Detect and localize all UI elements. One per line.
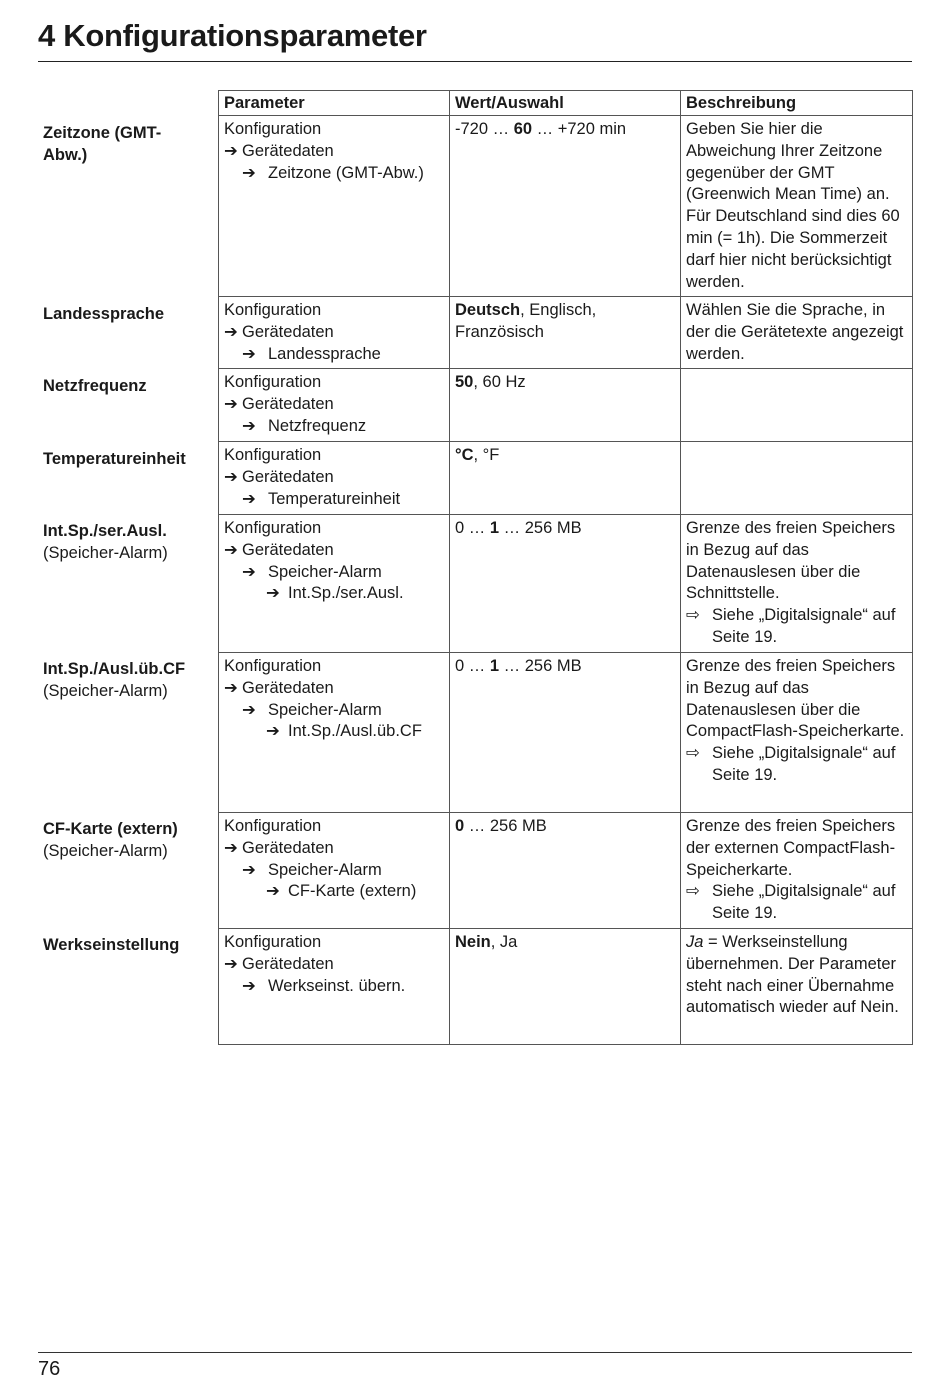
- description-cell: [681, 653, 913, 813]
- arrow-right-icon: ➔: [242, 163, 256, 182]
- path-level: ➔ Gerätedaten: [224, 838, 444, 860]
- row-label-sub: (Speicher-Alarm): [43, 682, 168, 700]
- path-level: Konfiguration: [224, 817, 322, 835]
- value-cell: Nein, Ja: [450, 929, 681, 1045]
- path-level: Konfiguration: [224, 373, 322, 391]
- header-beschreibung: Beschreibung: [681, 91, 913, 116]
- arrow-right-icon: ➔: [224, 954, 238, 973]
- description-text: Grenze des freien Speichers in Bezug auf das Datenauslesen über die Schnittstelle.: [686, 519, 896, 603]
- reference-link[interactable]: ⇨ Siehe „Digitalsignale“ auf Seite 19.: [686, 882, 896, 923]
- parameter-path: [219, 369, 450, 442]
- row-label-main: Werkseinstellung: [43, 936, 180, 954]
- path-level: Konfiguration: [224, 446, 322, 464]
- value-cell: °C, °F: [450, 442, 681, 515]
- path-level: ➔ Temperatureinheit: [224, 489, 444, 511]
- hand-pointer-icon: ⇨: [686, 606, 700, 625]
- path-level: ➔ Gerätedaten: [224, 394, 444, 416]
- table-row: [219, 929, 913, 1045]
- path-level: Konfiguration: [224, 519, 322, 537]
- reference-link[interactable]: ⇨ Siehe „Digitalsignale“ auf Seite 19.: [686, 744, 896, 784]
- row-label-netzfrequenz: [43, 375, 213, 397]
- description-cell: [681, 813, 913, 929]
- table-row: [219, 653, 913, 813]
- description-cell: [681, 442, 913, 515]
- arrow-right-icon: ➔: [242, 700, 256, 719]
- arrow-right-icon: ➔: [224, 678, 238, 697]
- arrow-right-icon: ➔: [242, 344, 256, 363]
- parameter-path: [219, 653, 450, 813]
- row-label-temperatureinheit: [43, 448, 213, 470]
- page-title: 4 Konfigurationsparameter: [38, 18, 427, 53]
- path-level: ➔ Gerätedaten: [224, 322, 444, 344]
- arrow-right-icon: ➔: [224, 322, 238, 341]
- row-label-sub: (Speicher-Alarm): [43, 842, 168, 860]
- value-cell: 0 … 256 MB: [450, 813, 681, 929]
- row-label-werkseinstellung: [43, 934, 213, 956]
- arrow-right-icon: ➔: [224, 838, 238, 857]
- hand-pointer-icon: ⇨: [686, 744, 700, 763]
- arrow-right-icon: ➔: [266, 584, 280, 603]
- path-level: ➔ Werkseinst. übern.: [224, 976, 444, 998]
- arrow-right-icon: ➔: [224, 467, 238, 486]
- table-row: [219, 297, 913, 369]
- arrow-right-icon: ➔: [242, 860, 256, 879]
- row-label-main: Zeitzone (GMT-Abw.): [43, 124, 162, 164]
- arrow-right-icon: ➔: [242, 562, 256, 581]
- header-parameter: Parameter: [219, 91, 450, 116]
- description-cell: Wählen Sie die Sprache, in der die Gerätetexte angezeigt werden.: [681, 297, 913, 369]
- header-wert: Wert/Auswahl: [450, 91, 681, 116]
- value-cell: 0 … 1 … 256 MB: [450, 515, 681, 653]
- row-label-main: Temperatureinheit: [43, 450, 186, 468]
- parameter-table: [218, 90, 913, 1045]
- path-level: ➔ CF-Karte (extern): [224, 881, 444, 903]
- arrow-right-icon: ➔: [224, 394, 238, 413]
- arrow-right-icon: ➔: [242, 976, 256, 995]
- table-header-row: [219, 91, 913, 116]
- description-text: Grenze des freien Speichers in Bezug auf das Datenauslesen über die CompactFlash-Speicherkarte.: [686, 657, 905, 741]
- row-label-landessprache: [43, 303, 213, 325]
- value-cell: Deutsch, Englisch, Französisch: [450, 297, 681, 369]
- path-level: Konfiguration: [224, 120, 322, 138]
- row-label-zeitzone: [43, 122, 213, 166]
- table-row: [219, 442, 913, 515]
- row-label-int-sp-ser: [43, 520, 213, 564]
- path-level: ➔ Gerätedaten: [224, 954, 444, 976]
- hand-pointer-icon: ⇨: [686, 882, 700, 901]
- path-level: ➔ Gerätedaten: [224, 678, 444, 700]
- description-cell: [681, 515, 913, 653]
- arrow-right-icon: ➔: [224, 141, 238, 160]
- arrow-right-icon: ➔: [242, 489, 256, 508]
- arrow-right-icon: ➔: [266, 722, 280, 741]
- row-label-main: CF-Karte (extern): [43, 820, 178, 838]
- description-cell: Geben Sie hier die Abweichung Ihrer Zeitzone gegenüber der GMT (Greenwich Mean Time) an. Für Deutschland sind dies 60 min (= 1h). Die Sommerzeit darf hier nicht berücksichtigt werden.: [681, 116, 913, 297]
- parameter-path: [219, 116, 450, 297]
- table-row: [219, 813, 913, 929]
- arrow-right-icon: ➔: [242, 416, 256, 435]
- path-level: ➔ Int.Sp./ser.Ausl.: [224, 583, 444, 605]
- arrow-right-icon: ➔: [266, 882, 280, 901]
- description-cell: [681, 929, 913, 1045]
- row-label-cf-karte: [43, 818, 213, 862]
- parameter-path: [219, 515, 450, 653]
- footer-divider: [38, 1352, 912, 1353]
- path-level: ➔ Speicher-Alarm: [224, 700, 444, 722]
- path-level: ➔ Gerätedaten: [224, 141, 444, 163]
- value-cell: 50, 60 Hz: [450, 369, 681, 442]
- path-level: ➔ Int.Sp./Ausl.üb.CF: [224, 721, 444, 743]
- table-row: [219, 515, 913, 653]
- arrow-right-icon: ➔: [224, 540, 238, 559]
- table-row: [219, 116, 913, 297]
- parameter-path: [219, 929, 450, 1045]
- title-divider: [38, 61, 912, 62]
- row-label-main: Landessprache: [43, 305, 165, 323]
- path-level: ➔ Netzfrequenz: [224, 416, 444, 438]
- path-level: ➔ Landessprache: [224, 344, 444, 366]
- parameter-path: [219, 813, 450, 929]
- path-level: ➔ Gerätedaten: [224, 467, 444, 489]
- page-number: 76: [38, 1358, 61, 1380]
- table-row: [219, 369, 913, 442]
- path-level: ➔ Speicher-Alarm: [224, 860, 444, 882]
- row-label-sub: (Speicher-Alarm): [43, 544, 168, 562]
- value-cell: 0 … 1 … 256 MB: [450, 653, 681, 813]
- reference-link[interactable]: ⇨ Siehe „Digitalsignale“ auf Seite 19.: [686, 606, 896, 646]
- parameter-path: [219, 297, 450, 369]
- row-label-main: Int.Sp./ser.Ausl.: [43, 522, 167, 540]
- description-text: = Werkseinstellung übernehmen. Der Parameter steht nach einer Übernahme automatisch wieder auf Nein.: [686, 933, 899, 1017]
- value-cell: -720 … 60 … +720 min: [450, 116, 681, 297]
- path-level: Konfiguration: [224, 657, 322, 675]
- row-label-main: Int.Sp./Ausl.üb.CF: [43, 660, 186, 678]
- description-text: Grenze des freien Speichers der externen CompactFlash-Speicherkarte.: [686, 817, 896, 879]
- path-level: ➔ Gerätedaten: [224, 540, 444, 562]
- path-level: ➔ Zeitzone (GMT-Abw.): [224, 163, 444, 185]
- path-level: Konfiguration: [224, 301, 322, 319]
- description-italic: Ja: [686, 933, 704, 951]
- row-label-main: Netzfrequenz: [43, 377, 147, 395]
- path-level: Konfiguration: [224, 933, 322, 951]
- parameter-path: [219, 442, 450, 515]
- row-label-int-sp-cf: [43, 658, 213, 702]
- path-level: ➔ Speicher-Alarm: [224, 562, 444, 584]
- description-cell: [681, 369, 913, 442]
